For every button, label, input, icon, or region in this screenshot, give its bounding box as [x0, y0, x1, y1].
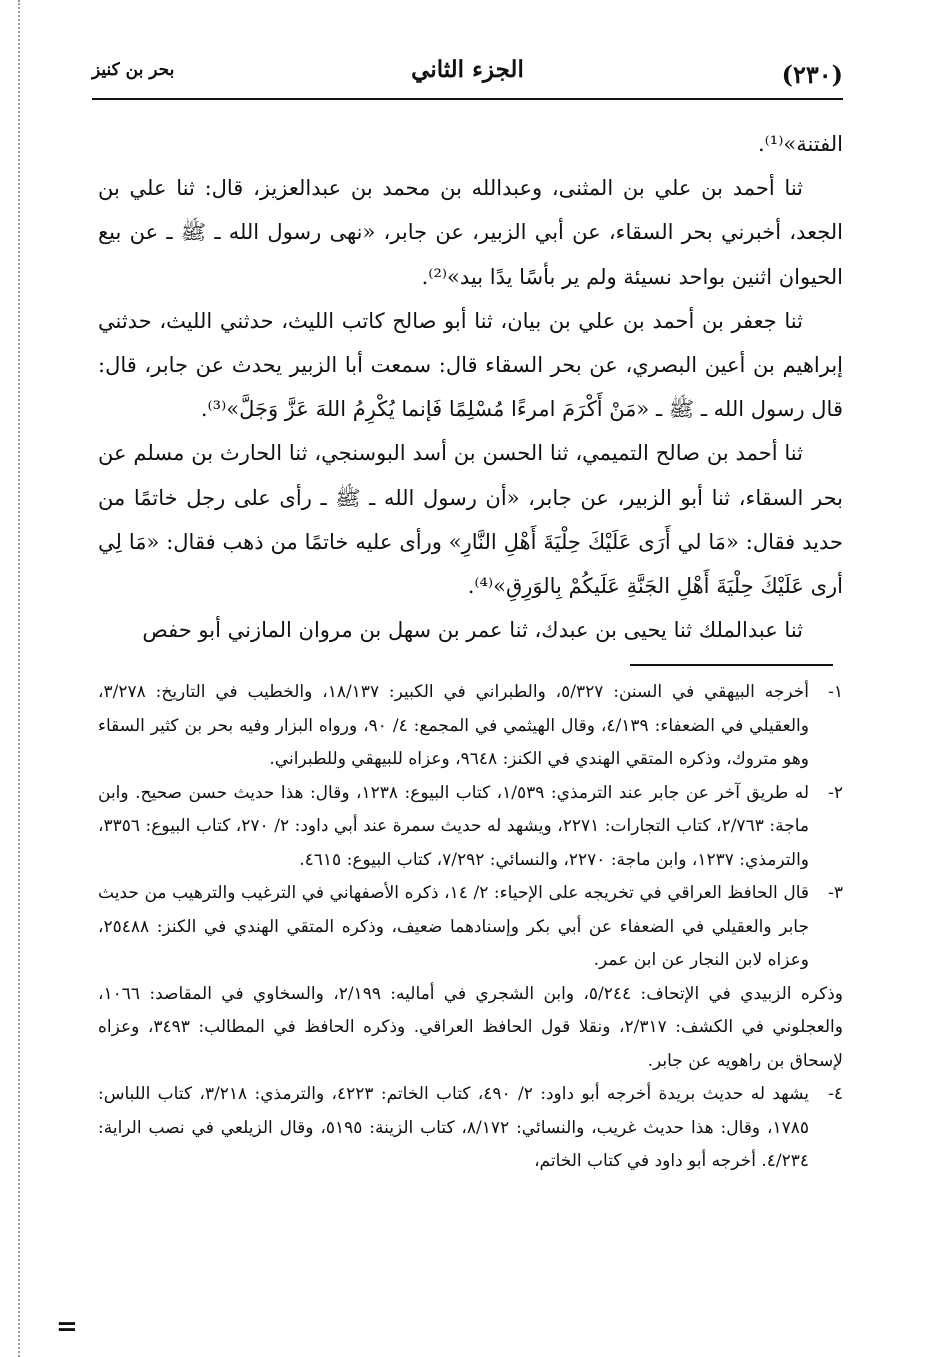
footnote-1	[98, 676, 843, 777]
footnote-separator	[630, 664, 833, 666]
paragraph-hadith-3: ثنا أحمد بن صالح التميمي، ثنا الحسن بن أسد البوسنجي، ثنا الحارث بن مسلم عن بحر السقاء، ثنا أبو الزبير، عن جابر، «أن رسول الله ـ ﷺ ـ رأى على رجل خاتمًا من حديد فقال: «مَا لي أَرَى عَلَيْكَ حِلْيَةَ أَهْلِ النَّارِ» ورأى عليه خاتمًا من ذهب فقال: «مَا لِي أرى عَلَيْكَ حِلْيَةَ أَهْلِ الجَنَّةِ عَلَيكُمْ بِالوَرِقِ»⁽⁴⁾.	[98, 441, 843, 599]
continuation-mark: =	[56, 1312, 78, 1342]
footnote-number: ١-	[828, 682, 843, 702]
page-number: (٢٣٠)	[781, 60, 843, 89]
scan-margin-dots	[18, 0, 20, 1357]
page-header	[92, 54, 843, 96]
footnote-text: أخرجه البيهقي في السنن: ٥/٣٢٧، والطبراني في الكبير: ١٨/١٣٧، والخطيب في التاريخ: ٣/٢٧٨، والعقيلي في الضعفاء: ٤/١٣٩، وقال الهيثمي في المجمع: ٤/ ٩٠، ورواه البزار وفيه بحر بن كثير السقاء وهو متروك، وذكره المتقي الهندي في الكنز: ٩٦٤٨، وعزاه للبيهقي وللطبراني.	[98, 682, 809, 769]
paragraph-hadith-4: ثنا عبدالملك ثنا يحيى بن عبدك، ثنا عمر بن سهل بن مروان المازني أبو حفص	[142, 618, 803, 643]
footnote-3-continued	[98, 978, 843, 1079]
footnote-number: ٢-	[828, 782, 843, 803]
footnote-number: ٣-	[828, 883, 843, 903]
footnote-text: قال الحافظ العراقي في تخريجه على الإحياء: ٢/ ١٤، ذكره الأصفهاني في الترغيب والترهيب من حديث جابر والعقيلي في الضعفاء عن أبي بكر وإسنادهما ضعيف، وذكره المتقي الهندي في الكنز: ٢٥٤٨٨، وعزاه لابن النجار عن ابن عمر.	[98, 883, 809, 970]
footnote-2	[98, 777, 843, 878]
footnote-text: له طريق آخر عن جابر عند الترمذي: ١/٥٣٩، كتاب البيوع: ١٢٣٨، وقال: هذا حديث حسن صحيح. وابن ماجة: ٢/٧٦٣، كتاب التجارات: ٢٢٧١، ويشهد له حديث سمرة عند أبي داود: ٢/ ٢٧٠، كتاب البيوع: ٣٣٥٦، والترمذي: ١٢٣٧، وابن ماجة: ٢٢٧٠، والنسائي: ٧/٢٩٢، كتاب البيوع: ٤٦١٥.	[98, 782, 810, 870]
paragraph-fragment: الفتنة»⁽¹⁾.	[757, 132, 843, 156]
header-rule	[92, 98, 843, 100]
footnotes	[98, 676, 843, 1179]
paragraph-hadith-2: ثنا جعفر بن أحمد بن علي بن بيان، ثنا أبو صالح كاتب الليث، حدثني الليث، حدثني إبراهيم بن أعين البصري، عن بحر السقاء قال: سمعت أبا الزبير يحدث عن جابر، قال: قال رسول الله ـ ﷺ ـ «مَنْ أَكْرَمَ امرءًا مُسْلِمًا فَإنما يُكْرِمُ اللهَ عَزَّ وَجَلَّ»⁽³⁾.	[98, 308, 843, 422]
part-title: الجزء الثاني	[411, 56, 524, 83]
book-title: بحر بن كنيز	[92, 60, 175, 80]
footnote-text: وذكره الزبيدي في الإتحاف: ٥/٢٤٤، وابن الشجري في أماليه: ٢/١٩٩، والسخاوي في المقاصد: ١٠٦٦، والعجلوني في الكشف: ٢/٣١٧، ونقلا قول الحافظ العراقي. وذكره الحافظ في المطالب: ٣٤٩٣، وعزاه لإسحاق بن راهويه عن جابر.	[98, 983, 844, 1071]
paragraph-hadith-1: ثنا أحمد بن علي بن المثنى، وعبدالله بن محمد بن عبدالعزيز، قال: ثنا علي بن الجعد، أخبرني بحر السقاء، عن أبي الزبير، عن جابر، «نهى رسول الله ـ ﷺ ـ عن بيع الحيوان اثنين بواحد نسيئة ولم ير بأسًا يدًا بيد»⁽²⁾.	[98, 176, 843, 289]
main-text	[98, 122, 843, 652]
footnote-4	[98, 1078, 843, 1179]
footnote-3	[98, 877, 843, 978]
footnote-number: ٤-	[828, 1084, 843, 1104]
footnote-text: يشهد له حديث بريدة أخرجه أبو داود: ٢/ ٤٩٠، كتاب الخاتم: ٤٢٢٣، والترمذي: ٣/٢١٨، كتاب اللباس: ١٧٨٥، وقال: هذا حديث غريب، والنسائي: ٨/١٧٢، كتاب الزينة: ٥١٩٥، وقال الزيلعي في نصب الراية: ٤/٢٣٤. أخرجه أبو داود في كتاب الخاتم،	[98, 1084, 809, 1171]
